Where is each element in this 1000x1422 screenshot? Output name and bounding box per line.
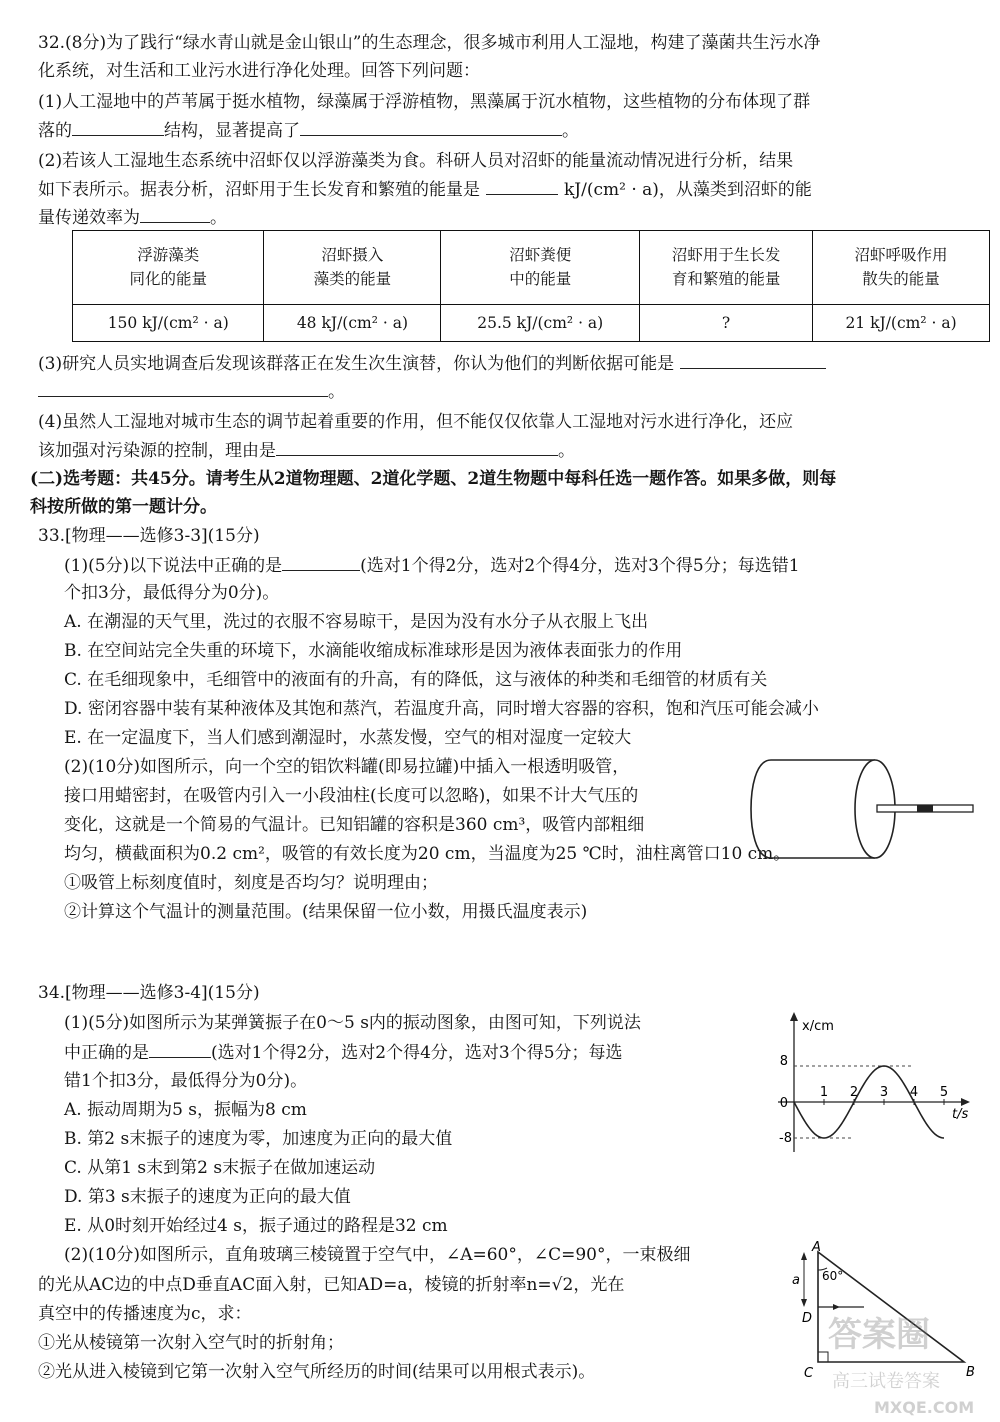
table-header-cell: 沼虾呼吸作用 散失的能量 xyxy=(813,231,990,305)
q34-part1-scoring: (选对1个得2分，选对2个得4分，选对3个得5分；每选 xyxy=(211,1043,623,1063)
x-tick-label: 1 xyxy=(819,1085,829,1100)
x-tick-label: 5 xyxy=(939,1085,949,1100)
y-tick-label: -8 xyxy=(779,1131,792,1146)
q34-part2-line-2: 的光从AC边的中点D垂直AC面入射，已知AD=a，棱镜的折射率n=√2，光在 xyxy=(38,1275,625,1295)
q32-part4-text: 该加强对污染源的控制，理由是 xyxy=(38,441,276,461)
q33-part2-line-6: ②计算这个气温计的测量范围。(结果保留一位小数，用摄氏温度表示) xyxy=(64,902,588,922)
table-header-cell: 沼虾摄入 藻类的能量 xyxy=(264,231,441,305)
q32-part4-line-2 xyxy=(38,437,575,466)
q34-part2-line-1: (2)(10分)如图所示，直角玻璃三棱镜置于空气中，∠A=60°，∠C=90°，一束极细 xyxy=(64,1245,691,1265)
q33-part2-line-1: (2)(10分)如图所示，向一个空的铝饮料罐(即易拉罐)中插入一根透明吸管， xyxy=(64,757,630,777)
answer-blank[interactable] xyxy=(300,117,562,136)
q34-option-a: A. 振动周期为5 s，振幅为8 cm xyxy=(64,1100,307,1120)
q33-title: 33.[物理——选修3-3](15分) xyxy=(38,526,260,546)
x-tick-label: 4 xyxy=(909,1085,919,1100)
q33-part2-line-4: 均匀，横截面积为0.2 cm²，吸管的有效长度为20 cm，当温度为25 ℃时，油柱离管口10 cm。 xyxy=(64,844,791,864)
q32-part1-text-c: 。 xyxy=(562,121,579,141)
answer-blank[interactable] xyxy=(140,204,210,223)
q33-part1-scoring: (选对1个得2分，选对2个得4分，选对3个得5分；每选错1 xyxy=(360,556,800,576)
vertex-label-a: A xyxy=(812,1240,821,1255)
q32-part3-text: (3)研究人员实地调查后发现该群落正在发生次生演替，你认为他们的判断依据可能是 xyxy=(38,354,675,374)
q33-option-a: A. 在潮湿的天气里，洗过的衣服不容易晾干，是因为没有水分子从衣服上飞出 xyxy=(64,612,649,632)
energy-flow-table xyxy=(72,230,990,342)
q32-part2-text-c: 量传递效率为 xyxy=(38,208,140,228)
table-cell: 21 kJ/(cm² · a) xyxy=(813,304,990,342)
table-cell: 25.5 kJ/(cm² · a) xyxy=(441,304,640,342)
table-header-row xyxy=(73,231,990,305)
table-cell: 48 kJ/(cm² · a) xyxy=(264,304,441,342)
marker-arrow-icon xyxy=(801,1299,807,1307)
table-header-cell: 沼虾用于生长发 育和繁殖的能量 xyxy=(640,231,813,305)
q32-part2-line-3 xyxy=(38,204,227,233)
x-tick-label: 3 xyxy=(879,1085,889,1100)
answer-blank[interactable] xyxy=(72,117,164,136)
answer-blank[interactable] xyxy=(276,437,558,456)
q32-part2-text-d: 。 xyxy=(210,208,227,228)
y-tick-label: 0 xyxy=(779,1096,788,1111)
q32-part3-line-1 xyxy=(38,350,826,379)
q33-part2-line-5: ①吸管上标刻度值时，刻度是否均匀？说明理由； xyxy=(64,873,438,893)
q32-part2-text-a: 如下表所示。据表分析，沼虾用于生长发育和繁殖的能量是 xyxy=(38,180,480,200)
q32-line-1: 32.(8分)为了践行“绿水青山就是金山银山”的生态理念，很多城市利用人工湿地，构建了藻菌共生污水净 xyxy=(38,33,821,53)
q34-option-e: E. 从0时刻开始经过4 s，振子通过的路程是32 cm xyxy=(64,1216,448,1236)
q32-part1-line-2 xyxy=(38,117,579,146)
vertex-label-b: B xyxy=(966,1365,975,1380)
x-tick-label: 2 xyxy=(849,1085,859,1100)
can-thermometer-figure xyxy=(745,750,985,870)
q32-part1-text-b: 结构，显著提高了 xyxy=(164,121,300,141)
q32-part2-line-1: (2)若该人工湿地生态系统中沼虾仅以浮游藻类为食。科研人员对沼虾的能量流动情况进行分析，结果 xyxy=(38,151,794,171)
y-axis-label: x/cm xyxy=(802,1019,834,1034)
q33-part1-line-2: 个扣3分，最低得分为0分)。 xyxy=(64,583,280,603)
q32-part3-end: 。 xyxy=(328,382,345,402)
q32-part1-text-a: 落的 xyxy=(38,121,72,141)
q34-option-c: C. 从第1 s末到第2 s末振子在做加速运动 xyxy=(64,1158,376,1178)
q32-part2-text-b: kJ/(cm² · a)，从藻类到沼虾的能 xyxy=(564,180,812,200)
answer-blank[interactable] xyxy=(38,378,328,397)
q34-part1-text: 中正确的是 xyxy=(64,1043,149,1063)
point-label-d: D xyxy=(802,1311,813,1326)
q34-part2-line-4: ①光从棱镜第一次射入空气时的折射角； xyxy=(38,1333,344,1353)
answer-blank[interactable] xyxy=(486,176,558,195)
q33-part2-line-3: 变化，这就是一个简易的气温计。已知铝罐的容积是360 cm³，吸管内部粗细 xyxy=(64,815,645,835)
q32-part2-line-2 xyxy=(38,176,812,205)
answer-blank[interactable] xyxy=(149,1039,211,1058)
q33-option-e: E. 在一定温度下，当人们感到潮湿时，水蒸发慢，空气的相对湿度一定较大 xyxy=(64,728,632,748)
table-row xyxy=(73,304,990,342)
q34-part1-line-1: (1)(5分)如图所示为某弹簧振子在0～5 s内的振动图象，由图可知，下列说法 xyxy=(64,1013,641,1033)
section-2-instruction-2: 科按所做的第一题计分。 xyxy=(30,497,217,517)
q33-option-c: C. 在毛细现象中，毛细管中的液面有的升高，有的降低，这与液体的种类和毛细管的材质有关 xyxy=(64,670,768,690)
watermark-site: MXQE.COM xyxy=(874,1398,975,1417)
answer-blank[interactable] xyxy=(282,552,360,571)
q32-part4-line-1: (4)虽然人工湿地对城市生态的调节起着重要的作用，但不能仅仅依靠人工湿地对污水进行净化，还应 xyxy=(38,412,794,432)
q32-part4-end: 。 xyxy=(558,441,575,461)
angle-label: 60° xyxy=(822,1269,844,1283)
watermark-brand: 答案圈 xyxy=(828,1315,930,1355)
q34-part2-line-5: ②光从进入棱镜到它第一次射入空气所经历的时间(结果可以用根式表示)。 xyxy=(38,1362,596,1382)
q33-option-b: B. 在空间站完全失重的环境下，水滴能收缩成标准球形是因为液体表面张力的作用 xyxy=(64,641,683,661)
q32-line-2: 化系统，对生活和工业污水进行净化处理。回答下列问题： xyxy=(38,61,480,81)
q33-option-d: D. 密闭容器中装有某种液体及其饱和蒸汽，若温度升高，同时增大容器的容积，饱和汽压可能会减小 xyxy=(64,699,819,719)
q34-option-d: D. 第3 s末振子的速度为正向的最大值 xyxy=(64,1187,351,1207)
q32-part1-line-1: (1)人工湿地中的芦苇属于挺水植物，绿藻属于浮游植物，黑藻属于沉水植物，这些植物的分布体现了群 xyxy=(38,92,811,112)
q34-part1-line-3: 错1个扣3分，最低得分为0分)。 xyxy=(64,1071,308,1091)
section-2-instruction-1: (二)选考题：共45分。请考生从2道物理题、2道化学题、2道生物题中每科任选一题作答。如果多做，则每 xyxy=(30,469,837,489)
table-cell: 150 kJ/(cm² · a) xyxy=(73,304,264,342)
q33-part1-text: (1)(5分)以下说法中正确的是 xyxy=(64,556,283,576)
answer-blank[interactable] xyxy=(680,350,826,369)
vertex-label-c: C xyxy=(804,1366,814,1381)
q34-part1-line-2 xyxy=(64,1039,623,1068)
y-axis-arrow-icon xyxy=(790,1012,798,1021)
y-tick-label: 8 xyxy=(779,1054,788,1069)
x-axis-arrow-icon xyxy=(961,1098,970,1106)
table-header-cell: 沼虾粪便 中的能量 xyxy=(441,231,640,305)
oscillation-graph xyxy=(768,1010,990,1160)
table-cell: ? xyxy=(640,304,813,342)
x-axis-label: t/s xyxy=(952,1107,969,1122)
q33-part2-line-2: 接口用蜡密封，在吸管内引入一小段油柱(长度可以忽略)，如果不计大气压的 xyxy=(64,786,639,806)
table-header-cell: 浮游藻类 同化的能量 xyxy=(73,231,264,305)
marker-arrow-icon xyxy=(801,1252,807,1260)
q33-part1-line-1 xyxy=(64,552,800,581)
q34-part2-line-3: 真空中的传播速度为c，求： xyxy=(38,1304,252,1324)
q34-option-b: B. 第2 s末振子的速度为零，加速度为正向的最大值 xyxy=(64,1129,453,1149)
q34-title: 34.[物理——选修3-4](15分) xyxy=(38,983,260,1003)
length-label: a xyxy=(792,1273,800,1288)
q32-part3-line-2 xyxy=(38,378,345,407)
watermark-footer: 高三试卷答案 xyxy=(832,1371,940,1392)
